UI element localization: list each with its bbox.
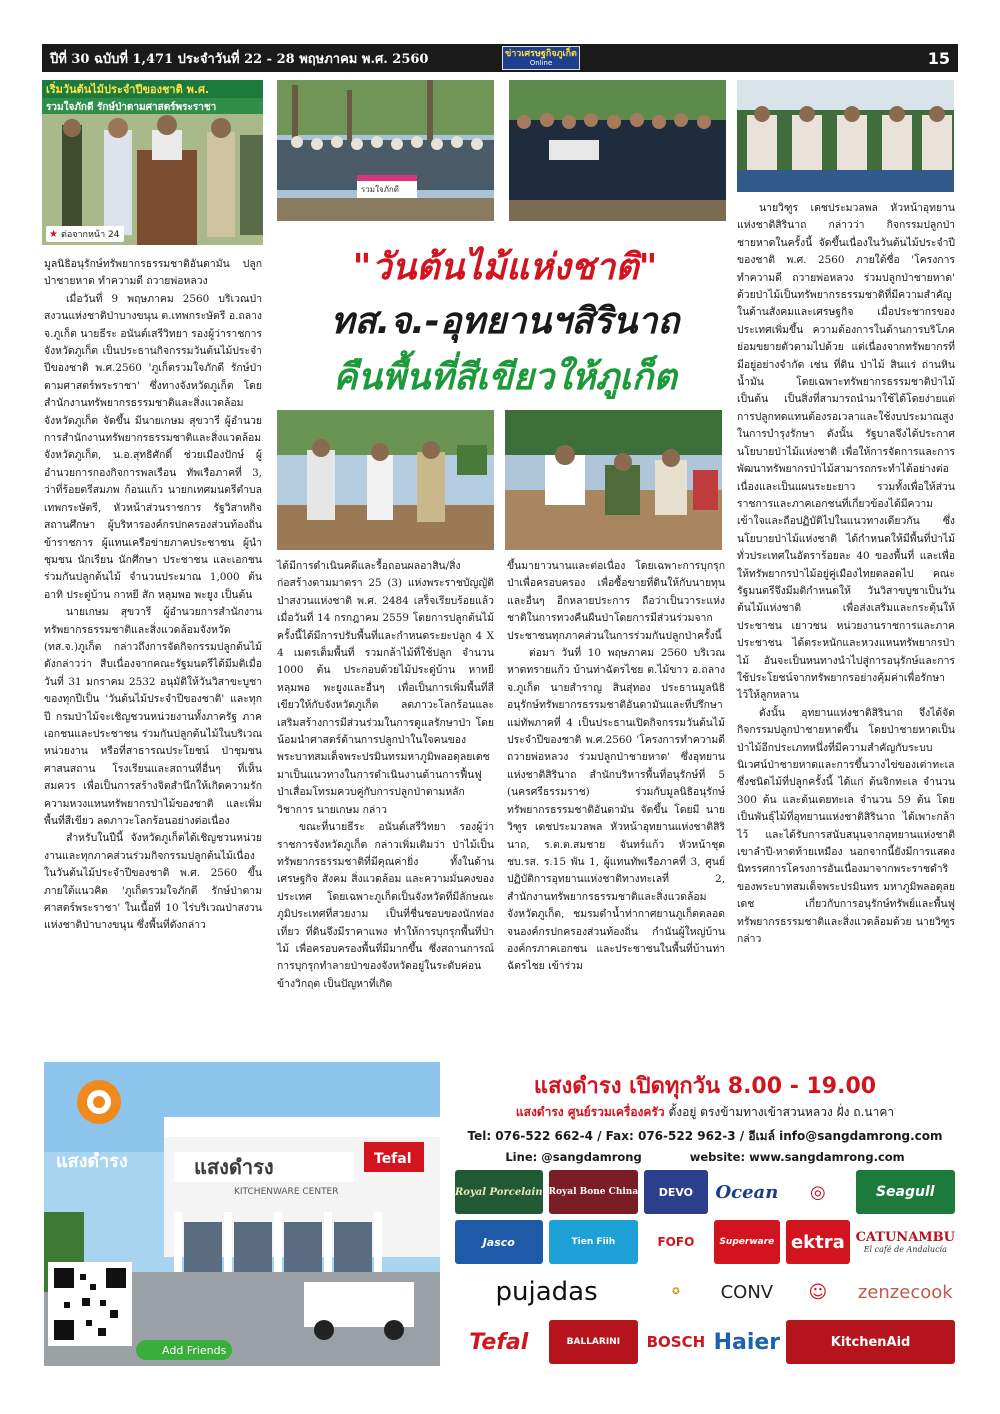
ad-line-id: Line: @sangdamrong xyxy=(505,1150,642,1164)
brand-catunambu-tagline: El café de Andalucía xyxy=(863,1245,947,1254)
brand-fofo: FOFO xyxy=(644,1220,707,1264)
photo-officials-group xyxy=(509,80,726,221)
brand-tefal: Tefal xyxy=(455,1320,543,1364)
brand-pujadas: pujadas xyxy=(455,1270,638,1314)
store-subsign-text: KITCHENWARE CENTER xyxy=(234,1187,339,1197)
photo-podium-speech xyxy=(42,80,263,245)
brand-royal-porcelain: Royal Porcelain xyxy=(455,1170,543,1214)
brand-haier: Haier xyxy=(714,1320,781,1364)
banner-text-1: เริ่มวันต้นไม้ประจำปีของชาติ พ.ศ. xyxy=(46,83,210,96)
paragraph: สำหรับในปีนี้ จังหวัดภูเก็ตได้เชิญชวนหน่วยงานและทุกภาคส่วนร่วมกิจกรรมปลูกต้นไม้เนื่องในวันต้นไม้ประจำปีของชาติ พ.ศ. 2560 ขึ้น ภายใต้แนวคิด 'ภูเก็ตรวมใจภักดี รักษ์ป่าตามศาสตร์พระราชา' ในเนื้อที่ 10 ไร่บริเวณป่าสงวนแห่งชาติป่าบางขนุน ซึ่งพื้นที่ดังกล่าว xyxy=(44,832,262,932)
brand-conv: CONV xyxy=(714,1270,781,1314)
paragraph: ดังนั้น อุทยานแห่งชาติสิรินาถ จึงได้จัดกิจกรรมปลูกป่าชายหาดขึ้น โดยป่าชายหาดเป็นป่าไม้อีกประเภทหนึ่งที่มีความสำคัญกับระบบนิเวศน์ป่าชายหาดและการขึ้นวางไข่ของเต่าทะเล ซึ่งชนิดไม้ที่ปลูกครั้งนี้ ได้แก่ ต้นจิกทะเล จำนวน 300 ต้น และต้นเตยทะเล จำนวน 59 ต้น โดยเป็นพันธุ์ไม้ที่อุทยานแห่งชาติสิรินาถ ได้เพาะกล้าไว้ และได้รับการสนับสนุนจากอุทยานแห่งชาติเขาลำปี-หาดท้ายเหมือง นอกจากนี้ยังมีการแสดงนิทรรศการโครงการอันเนื่องมาจากพระราชดำริของพระบาทสมเด็จพระปรมินทร มหาภูมิพลอดุลยเดช เกี่ยวกับการอนุรักษ์ทรัพย์และพื้นฟูทรัพยากรธรรมชาติและสิ่งแวดล้อมด้วย นายวิฑูร กล่าว xyxy=(737,706,955,946)
ad-website: website: www.sangdamrong.com xyxy=(689,1150,905,1164)
header-bar xyxy=(42,44,958,72)
brand-logo-grid xyxy=(455,1170,955,1366)
article-column-2 xyxy=(277,558,494,1054)
brand-tien-fiih: Tien Fiih xyxy=(549,1220,639,1264)
masthead-title: ข่าวเศรษฐกิจภูเก็ต xyxy=(505,49,577,59)
ad-online xyxy=(452,1150,958,1164)
ad-address xyxy=(452,1103,958,1122)
photo-watering-tree xyxy=(277,410,494,550)
banner-text-2: รวมใจภักดี รักษ์ป่าตามศาสตร์พระราชา xyxy=(46,102,217,113)
paragraph: มูลนิธิอนุรักษ์ทรัพยากรธรรมชาติอันดามัน ปลูกป่าชายหาด ทำความดี ถวายพ่อหลวง xyxy=(44,258,262,288)
continued-from-label xyxy=(46,226,124,242)
brand-seal-gold-icon: ✪ xyxy=(644,1270,707,1314)
masthead-logo xyxy=(502,46,580,70)
ad-title: แสงดำรง เปิดทุกวัน 8.00 - 19.00 xyxy=(533,1074,877,1099)
article-column-4 xyxy=(737,200,955,1054)
article-column-1 xyxy=(44,256,262,1054)
ad-store-photo xyxy=(44,1062,440,1366)
photo-group-banner xyxy=(277,80,494,221)
ad-contact: Tel: 076-522 662-4 / Fax: 076-522 962-3 / อีเมล์ info@sangdamrong.com xyxy=(467,1129,943,1143)
photo-banner-text: รวมใจภักดี xyxy=(361,185,399,194)
brand-ektra: ektra xyxy=(786,1220,849,1264)
brand-devo: DEVO xyxy=(644,1170,707,1214)
paragraph: ขึ้นมายาวนานและต่อเนื่อง โดยเฉพาะการบุกรุกป่าเพื่อครอบครอง เพื่อซื้อขายที่ดินให้กับนายทุน และอื่นๆ อีกหลายประการ ถือว่าเป็นวาระแห่งชาติในการทวงคืนผืนป่าโดยการมีส่วนร่วมจากประชาชนทุกภาคส่วนในการร่วมกันปลูกป่าครั้งนี้ xyxy=(507,560,725,642)
brand-seal-icon: ◎ xyxy=(786,1170,849,1214)
brand-chef-icon: ☺ xyxy=(786,1270,849,1314)
brand-catunambu xyxy=(856,1220,955,1264)
store-sign-text: แสงดำรง xyxy=(194,1155,274,1179)
ad-location: ตั้งอยู่ ตรงข้ามทางเข้าสวนหลวง ฝั่ง ถ.นาคา xyxy=(668,1105,895,1119)
ad-store-name: แสงดำรง ศูนย์รวมเครื่องครัว xyxy=(515,1105,665,1119)
qr-code-icon xyxy=(48,1262,132,1346)
paragraph: นายเกษม สุขวารี ผู้อำนวยการสำนักงานทรัพยากรธรรมชาติและสิ่งแวดล้อมจังหวัด (ทส.จ.)ภูเก็ต กล่าวถึงการจัดกิจกรรมปลูกต้นไม้ดังกล่าวว่า สืบเนื่องจากคณะรัฐมนตรีได้มีมติเมื่อวันที่ 31 มกราคม 2532 อนุมัติให้วันวิสาขะบูชาของทุกปีเป็น 'วันต้นไม้ประจำปีของชาติ' และทุกปี กรมป่าไม้จะเชิญชวนหน่วยงานทั้งภาครัฐ ภาคเอกชนและประชาชน ร่วมกันปลูกต้นไม้ในบริเวณหน่วยงาน หรือที่สาธารณประโยชน์ ป่าชุมชน ศาสนสถาน โรงเรียนและสถานที่อื่นๆ ที่เห็นสมควร เพื่อเป็นการสร้างจิตสำนึกให้เกิดความรักความหวงแหนทรัพยากรป่าไม้ของชาติ และเพิ่มพื้นที่สีเขียว ลดภาวะโลกร้อนอย่างต่อเนื่อง xyxy=(44,606,262,827)
brand-ocean: Ocean xyxy=(714,1170,781,1214)
masthead-online: Online xyxy=(529,59,553,67)
brand-zenzecook: zenzecook xyxy=(856,1270,955,1314)
headline-line-1: "วันต้นไม้แห่งชาติ" xyxy=(352,247,658,288)
brand-jasco: Jasco xyxy=(455,1220,543,1264)
brand-kitchenaid: KitchenAid xyxy=(786,1320,955,1364)
page-number: 15 xyxy=(927,48,950,68)
brand-superware: Superware xyxy=(714,1220,781,1264)
photo-planting-tree xyxy=(505,410,722,550)
brand-royal-bone-china: Royal Bone China xyxy=(549,1170,639,1214)
paragraph: เมื่อวันที่ 9 พฤษภาคม 2560 บริเวณป่าสงวนแห่งชาติป่าบางขนุน ต.เทพกระษัตรี อ.ถลาง จ.ภูเก็ต นายธีระ อนันต์เสรีวิทยา รองผู้ว่าราชการจังหวัดภูเก็ต เป็นประธานกิจกรรมวันต้นไม้ประจำปีของชาติ พ.ศ.2560 'ภูเก็ตรวมใจภักดี รักษ์ป่าตามศาสตร์พระราชา' ซึ่งทางจังหวัดภูเก็ต โดยสำนักงานทรัพยากรธรรมชาติและสิ่งแวดล้อมจังหวัดภูเก็ต จัดขึ้น มีนายเกษม สุขวารี ผู้อำนวยการสำนักงานทรัพยากรธรรมชาติและสิ่งแวดล้อมจังหวัดภูเก็ต, น.อ.สุทธิศักดิ์ ช่วยเมืองปักษ์ ผู้อำนวยการกองกิจการพลเรือน ทัพเรือภาคที่ 3, ว่าที่ร้อยตรีสมภพ ก้อนแก้ว นายกเทศมนตรีตำบลเทพกระษัตรี, หัวหน้าส่วนราชการ รัฐวิสาหกิจ สถานศึกษา ผู้บริหารองค์กรปกครองส่วนท้องถิ่น ข้าราชการ ผู้แทนเครือข่ายภาคประชาชน ผู้นำชุมชน นักเรียน นักศึกษา ประชาชน และเอกชน ร่วมกันปลูกต้นไม้ จำนวนประมาณ 1,000 ต้น อาทิ ประดู่บ้าน กาหยี สัก หลุมพอ พะยูง เป็นต้น xyxy=(44,292,262,601)
paragraph: นายวิฑูร เดชประมวลพล หัวหน้าอุทยานแห่งชาติสิรินาถ กล่าวว่า กิจกรรมปลูกป่าชายหาดในครั้งนี้ จัดขึ้นเนื่องในวันต้นไม้ประจำปีของชาติ พ.ศ. 2560 ภายใต้ชื่อ 'โครงการทำความดี ถวายพ่อหลวง ร่วมปลูกป่าชายหาด' ด้วยป่าไม้เป็นทรัพยากรธรรมชาติที่มีความสำคัญในด้านสังคมและเศรษฐกิจ เมื่อประชากรของประเทศเพิ่มขึ้น ความต้องการในด้านการบริโภคย่อมขยายตัวตามไปด้วย แต่เนื่องจากทรัพยากรที่มีอยู่อย่างจำกัด เช่น ที่ดิน ป่าไม้ สินแร่ ถ่านหิน น้ำมัน โดยเฉพาะทรัพยากรธรรมชาติป่าไม้ เป็นต้น เป็นสิ่งที่สามารถนำมาใช้ได้โดยง่ายแต่การปลูกทดแทนต้องรอเวลาและใช้งบประมาณสูงในการบำรุงรักษา ดังนั้น รัฐบาลจึงได้ประกาศนโยบายป่าไม้แห่งชาติ เพื่อให้การจัดการและการพัฒนาทรัพยากรป่าไม้สามารถกระทำได้อย่างต่อเนื่องและเป็นแผนระยะยาว รวมทั้งเพื่อให้ส่วนราชการและภาคเอกชนที่เกี่ยวข้องได้มีความเข้าใจและถือปฏิบัติไปในแนวทางเดียวกัน ซึ่งนโยบายป่าไม้แห่งชาติ ได้กำหนดให้มีพื้นที่ป่าไม้ทั่วประเทศในอัตราร้อยละ 40 ของพื้นที่ และเพื่อให้ทรัพยากรป่าไม้อยู่คู่เมืองไทยตลอดไป คณะรัฐมนตรีจึงมีมติกำหนดให้ วันวิสาขบูชาเป็นวันต้นไม้แห่งชาติ เพื่อส่งเสริมและกระตุ้นให้ประชาชน เยาวชน หน่วยงานราชการและภาคประชาชน ได้ตระหนักและหวงแหนทรัพยากรป่าไม้ อันจะเป็นหนทางนำไปสู่การอนุรักษ์และการใช้ประโยชน์จากทรัพยากรอย่างคุ้มค่าเพื่อรักษาไว้ให้ลูกหลาน xyxy=(737,202,955,702)
continued-text: ต่อจากหน้า 24 xyxy=(60,230,120,240)
brand-ballarini: BALLARINI xyxy=(549,1320,639,1364)
paragraph: ได้มีการดำเนินคดีและรื้อถอนผลอาสิน/สิ่งก่อสร้างตามมาตรา 25 (3) แห่งพระราชบัญญัติป่าสงวนแห่งชาติ พ.ศ. 2484 เสร็จเรียบร้อยแล้วเมื่อวันที่ 14 กรกฎาคม 2559 โดยการปลูกต้นไม้ครั้งนี้ได้มีการปรับพื้นที่และกำหนดระยะปลูก 4 X 4 เมตรเต็มพื้นที่ รวมกล้าไม้ที่ใช้ปลูก จำนวน 1000 ต้น ประกอบด้วยไม้ประดู่บ้าน หาหยี หลุมพอ พะยูงและอื่นๆ เพื่อเป็นการเพิ่มพื้นที่สีเขียวให้กับจังหวัดภูเก็ต ลดภาวะโลกร้อนและเสริมสร้างการมีส่วนร่วมในการดูแลรักษาป่า โดยน้อมนำศาสตร์ด้านการปลูกป่าในใจคนของพระบาทสมเด็จพระปรมินทรมหาภูมิพลอดุลยเดชมาเป็นแนวทางในการดำเนินงานด้านการฟื้นฟูป่าเสื่อมโทรมควบคู่กับการปลูกป่าตามหลักวิชาการ นายเกษม กล่าว xyxy=(277,560,494,816)
paragraph: ต่อมา วันที่ 10 พฤษภาคม 2560 บริเวณหาดทรายแก้ว บ้านท่าฉัตรไชย ต.ไม้ขาว อ.ถลาง จ.ภูเก็ต นายสำราญ สินสุ่ทอง ประธานมูลนิธิอนุรักษ์ทรัพยากรธรรมชาติอันดามันและที่ปรึกษาแม่ทัพภาคที่ 4 เป็นประธานเปิดกิจกรรมวันต้นไม้ประจำปีของชาติ พ.ศ.2560 'โครงการทำความดี ถวายพ่อหลวง ร่วมปลูกป่าชายหาด' ซึ่งอุทยานแห่งชาติสิรินาถ สำนักบริหารพื้นที่อนุรักษ์ที่ 5 (นครศรีธรรมราช) ร่วมกับมูลนิธิอนุรักษ์ทรัพยากรธรรมชาติอันดามัน จัดขึ้น โดยมี นายวิฑูร เดชประมวลพล หัวหน้าอุทยานแห่งชาติสิรินาถ, ร.ต.ต.สมชาย จันทร์แก้ว หัวหน้าชุด ชบ.รส. ร.15 พัน 1, ผู้แทนทัพเรือภาคที่ 3, ศูนย์ปฏิบัติการอุทยานแห่งชาติทางทะเลที่ 2, สำนักงานทรัพยากรธรรมชาติและสิ่งแวดล้อมจังหวัดภูเก็ต, ชมรมดำน้ำท่ากาศยานภูเก็ตตลอดจนองค์กรปกครองส่วนท้องถิ่น กำนันผู้ใหญ่บ้านองค์กรภาคเอกชน และประชาชนในพื้นที่บ้านท่าฉัตรไชย เข้าร่วม xyxy=(507,647,725,973)
brand-seagull: Seagull xyxy=(856,1170,955,1214)
headline-line-2: ทส.จ.-อุทยานฯสิรินาถ xyxy=(330,301,680,342)
brand-catunambu-name: CATUNAMBU xyxy=(855,1230,955,1245)
tefal-sign-text: Tefal xyxy=(374,1151,412,1167)
paragraph: ขณะที่นายธีระ อนันต์เสรีวิทยา รองผู้ว่าราชการจังหวัดภูเก็ต กล่าวเพิ่มเติมว่า ป่าไม้เป็นทรัพยากรธรรมชาติที่มีคุณค่ายิ่ง ทั้งในด้านเศรษฐกิจ สังคม สิ่งแวดล้อม และความมั่นคงของประเทศ โดยเฉพาะภูเก็ตเป็นจังหวัดที่มีลักษณะภูมิประเทศที่สวยงาม เป็นที่ชื่นชอบของนักท่องเที่ยว ที่ดินจึงมีราคาแพง ทำให้การบุกรุกพื้นที่ป่าไม้ เพื่อครอบครองพื้นที่มีมากขึ้น ซึ่งสถานการณ์การบุกรุกทำลายป่าของจังหวัดอยู่ในระดับค่อนข้างวิกฤต เป็นปัญหาที่เกิด xyxy=(277,821,494,990)
ad-logo-text: แสงดำรง xyxy=(56,1151,128,1172)
add-friends-text: Add Friends xyxy=(162,1344,227,1357)
issue-info: ปีที่ 30 ฉบับที่ 1,471 ประจำวันที่ 22 - 28 พฤษภาคม พ.ศ. 2560 xyxy=(50,51,429,67)
photo-seated-officials xyxy=(737,80,954,192)
headline-line-3: คืนพื้นที่สีเขียวให้ภูเก็ต xyxy=(333,357,677,398)
article-column-3 xyxy=(507,558,725,1054)
brand-bosch: BOSCH xyxy=(644,1320,707,1364)
sangdamrong-logo-icon xyxy=(77,1080,121,1124)
star-icon: ★ xyxy=(49,228,58,240)
